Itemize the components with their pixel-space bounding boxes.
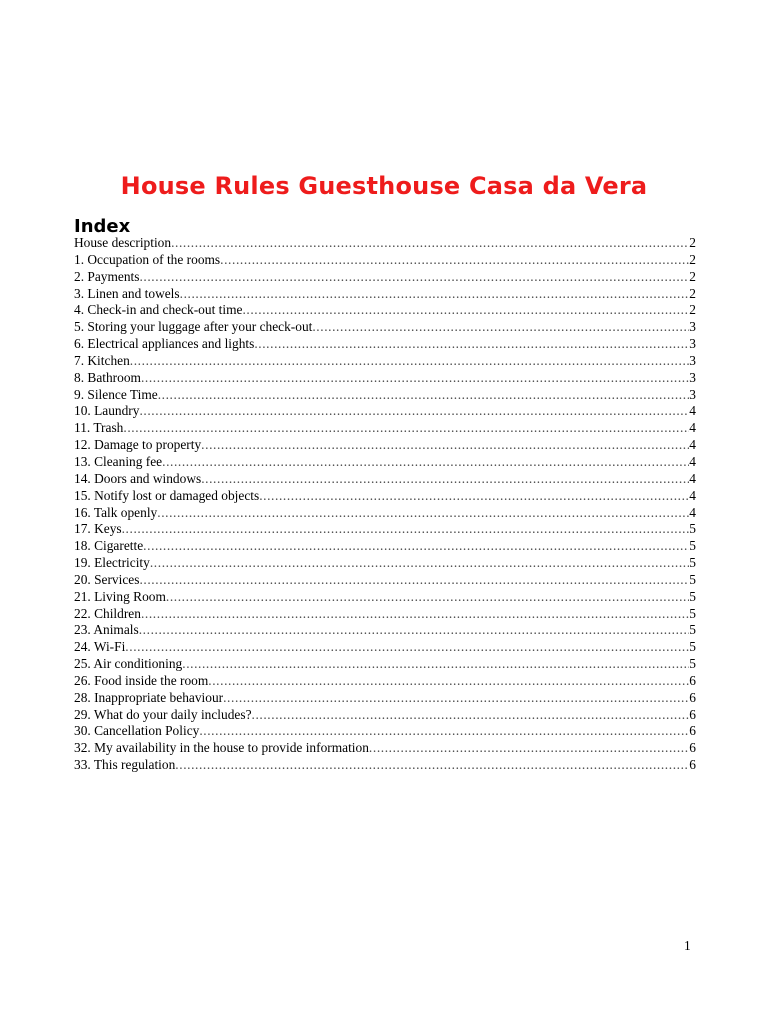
toc-entry-label: 16. Talk openly: [74, 504, 158, 520]
toc-entry-page: 4: [689, 487, 696, 503]
toc-leader-dots: [157, 505, 689, 522]
toc-entry[interactable]: [74, 235, 696, 252]
table-of-contents: [74, 235, 696, 774]
toc-entry-label: 23. Animals: [74, 622, 139, 638]
toc-entry[interactable]: [74, 286, 696, 303]
toc-leader-dots: [171, 235, 689, 252]
toc-leader-dots: [125, 639, 689, 656]
document-title: House Rules Guesthouse Casa da Vera: [120, 172, 648, 201]
toc-entry-label: 18. Cigarette: [74, 538, 144, 554]
toc-entry-page: 5: [689, 656, 696, 672]
toc-entry[interactable]: [74, 606, 696, 623]
toc-leader-dots: [123, 420, 689, 437]
toc-entry-label: 2. Payments: [74, 268, 140, 284]
toc-entry-page: 5: [689, 588, 696, 604]
toc-entry-label: 19. Electricity: [74, 555, 150, 571]
toc-leader-dots: [208, 673, 689, 690]
toc-entry-label: 32. My availability in the house to provide information: [74, 740, 369, 756]
toc-entry-page: 3: [689, 319, 696, 335]
toc-leader-dots: [122, 521, 690, 538]
toc-entry-label: 14. Doors and windows: [74, 470, 202, 486]
toc-entry[interactable]: [74, 723, 696, 740]
toc-entry-label: 8. Bathroom: [74, 369, 141, 385]
toc-entry-page: 2: [689, 235, 696, 250]
toc-entry-label: 7. Kitchen: [74, 352, 130, 368]
toc-entry-page: 3: [689, 369, 696, 385]
toc-entry-label: 10. Laundry: [74, 403, 140, 419]
toc-entry[interactable]: [74, 302, 696, 319]
toc-leader-dots: [201, 437, 689, 454]
toc-leader-dots: [139, 269, 689, 286]
toc-entry-label: 4. Check-in and check-out time: [74, 302, 243, 318]
toc-leader-dots: [150, 555, 689, 572]
toc-entry-page: 5: [689, 521, 696, 537]
toc-entry[interactable]: [74, 555, 696, 572]
toc-entry[interactable]: [74, 420, 696, 437]
toc-entry[interactable]: [74, 589, 696, 606]
toc-entry[interactable]: [74, 336, 696, 353]
toc-entry[interactable]: [74, 707, 696, 724]
toc-entry[interactable]: [74, 521, 696, 538]
toc-entry[interactable]: [74, 387, 696, 404]
toc-entry[interactable]: [74, 505, 696, 522]
toc-entry[interactable]: [74, 639, 696, 656]
toc-entry-page: 5: [689, 639, 696, 655]
toc-entry-label: 6. Electrical appliances and lights: [74, 336, 255, 352]
toc-leader-dots: [141, 606, 689, 623]
toc-entry[interactable]: [74, 403, 696, 420]
toc-entry-label: 5. Storing your luggage after your check-out: [74, 319, 313, 335]
toc-entry-page: 5: [689, 605, 696, 621]
toc-entry-label: 9. Silence Time: [74, 386, 158, 402]
toc-entry-page: 2: [689, 268, 696, 284]
toc-leader-dots: [201, 471, 689, 488]
toc-entry-page: 2: [689, 251, 696, 267]
toc-entry-page: 6: [689, 689, 696, 705]
toc-entry-label: 13. Cleaning fee: [74, 453, 163, 469]
toc-entry-page: 4: [689, 403, 696, 419]
toc-entry[interactable]: [74, 269, 696, 286]
toc-leader-dots: [130, 353, 690, 370]
toc-entry[interactable]: [74, 319, 696, 336]
toc-leader-dots: [175, 757, 689, 774]
toc-entry-label: 12. Damage to property: [74, 437, 202, 453]
toc-leader-dots: [369, 740, 689, 757]
toc-leader-dots: [252, 707, 690, 724]
toc-entry[interactable]: [74, 538, 696, 555]
toc-leader-dots: [199, 723, 689, 740]
toc-entry-page: 6: [689, 740, 696, 756]
toc-entry-page: 4: [689, 470, 696, 486]
toc-entry-page: 4: [689, 453, 696, 469]
toc-leader-dots: [139, 622, 690, 639]
toc-entry[interactable]: [74, 353, 696, 370]
toc-entry-label: 26. Food inside the room: [74, 672, 209, 688]
toc-entry[interactable]: [74, 673, 696, 690]
toc-entry-label: House description: [74, 235, 172, 250]
toc-leader-dots: [182, 656, 689, 673]
toc-entry[interactable]: [74, 252, 696, 269]
toc-entry-label: 22. Children: [74, 605, 141, 621]
toc-entry-label: 25. Air conditioning: [74, 656, 183, 672]
toc-entry-page: 2: [689, 285, 696, 301]
toc-leader-dots: [312, 319, 689, 336]
toc-leader-dots: [143, 538, 689, 555]
toc-entry-page: 4: [689, 437, 696, 453]
toc-entry-label: 11. Trash: [74, 420, 124, 436]
toc-entry[interactable]: [74, 656, 696, 673]
toc-entry-page: 3: [689, 386, 696, 402]
toc-entry-label: 21. Living Room: [74, 588, 166, 604]
index-heading: Index: [74, 215, 131, 237]
toc-entry-page: 3: [689, 352, 696, 368]
toc-entry-page: 3: [689, 336, 696, 352]
toc-entry[interactable]: [74, 471, 696, 488]
toc-leader-dots: [158, 387, 690, 404]
toc-leader-dots: [162, 454, 689, 471]
toc-entry-label: 24. Wi-Fi: [74, 639, 126, 655]
toc-leader-dots: [180, 286, 690, 303]
toc-leader-dots: [139, 403, 689, 420]
toc-entry-label: 17. Keys: [74, 521, 122, 537]
toc-entry-page: 6: [689, 672, 696, 688]
toc-entry-label: 1. Occupation of the rooms: [74, 251, 221, 267]
toc-entry-label: 30. Cancellation Policy: [74, 723, 200, 739]
toc-leader-dots: [166, 589, 689, 606]
toc-entry[interactable]: [74, 370, 696, 387]
toc-leader-dots: [223, 690, 689, 707]
toc-entry-page: 4: [689, 420, 696, 436]
toc-entry-page: 5: [689, 555, 696, 571]
toc-entry[interactable]: [74, 622, 696, 639]
toc-entry-page: 2: [689, 302, 696, 318]
toc-entry-page: 4: [689, 504, 696, 520]
toc-entry-page: 6: [689, 723, 696, 739]
toc-entry-label: 33. This regulation: [74, 757, 176, 773]
toc-entry[interactable]: [74, 757, 696, 774]
toc-leader-dots: [139, 572, 689, 589]
toc-entry[interactable]: [74, 437, 696, 454]
toc-entry[interactable]: [74, 454, 696, 471]
toc-entry-page: 6: [689, 757, 696, 773]
toc-entry-page: 5: [689, 622, 696, 638]
toc-entry-page: 5: [689, 538, 696, 554]
toc-leader-dots: [259, 488, 689, 505]
toc-leader-dots: [220, 252, 689, 269]
toc-leader-dots: [254, 336, 689, 353]
toc-entry[interactable]: [74, 740, 696, 757]
toc-entry-label: 3. Linen and towels: [74, 285, 180, 301]
toc-entry[interactable]: [74, 690, 696, 707]
toc-entry-label: 28. Inappropriate behaviour: [74, 689, 224, 705]
toc-entry-label: 15. Notify lost or damaged objects: [74, 487, 260, 503]
toc-leader-dots: [242, 302, 689, 319]
page-number: 1: [684, 938, 691, 953]
toc-entry-page: 5: [689, 571, 696, 587]
toc-entry-label: 20. Services: [74, 571, 140, 587]
toc-leader-dots: [141, 370, 689, 387]
toc-entry[interactable]: [74, 488, 696, 505]
toc-entry-label: 29. What do your daily includes?: [74, 706, 252, 722]
toc-entry[interactable]: [74, 572, 696, 589]
toc-entry-page: 6: [689, 706, 696, 722]
